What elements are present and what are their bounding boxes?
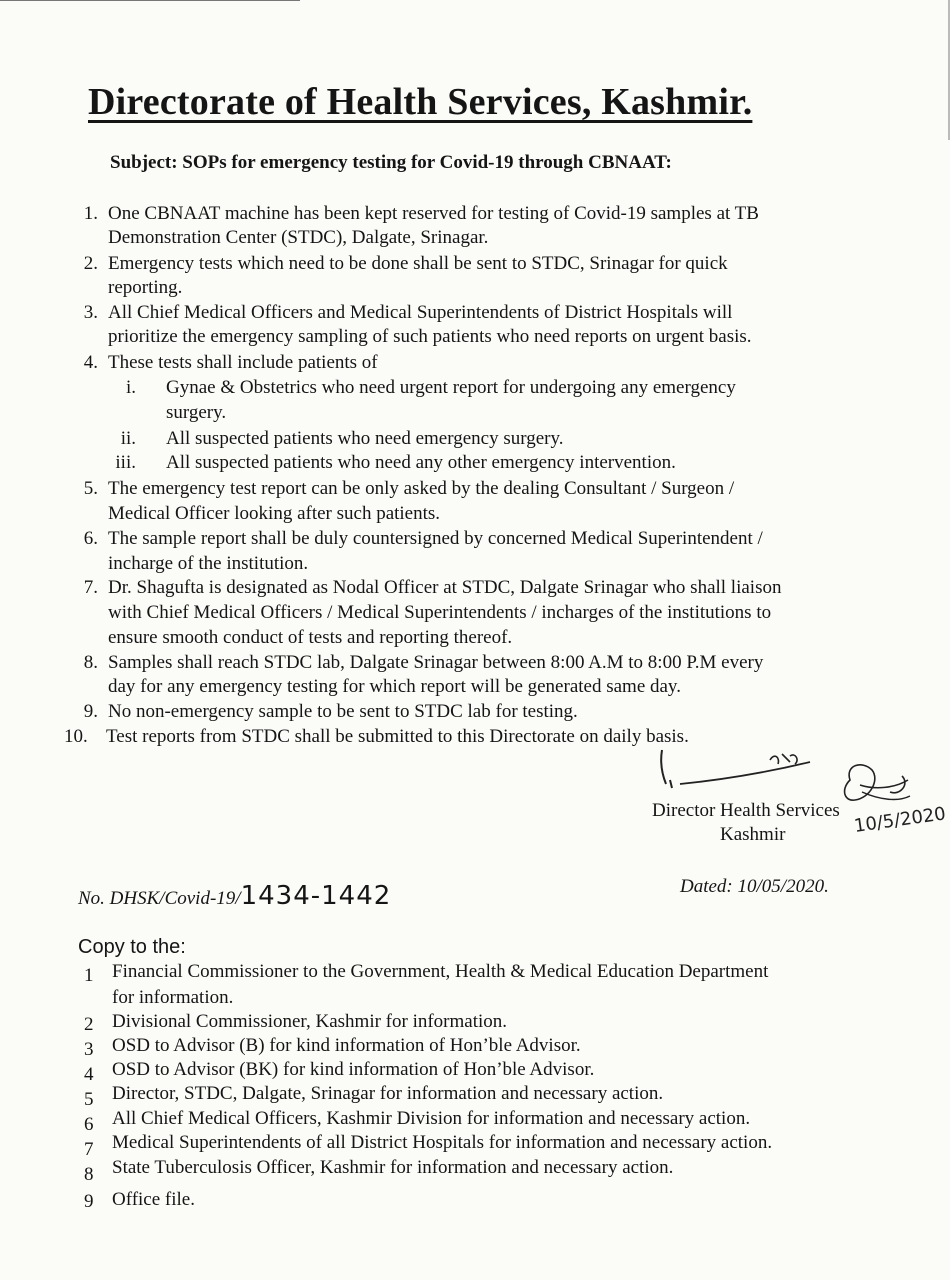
- copy-number: 1: [84, 965, 94, 986]
- subject-line: Subject: SOPs for emergency testing for Covid-19 through CBNAAT:: [110, 152, 672, 173]
- point-line: All Chief Medical Officers and Medical Superintendents of District Hospitals will: [108, 302, 733, 323]
- point-line: Test reports from STDC shall be submitted to this Directorate on daily basis.: [106, 726, 689, 747]
- top-edge-rule: [0, 0, 300, 1]
- point-number: 2.: [83, 253, 98, 274]
- copy-number: 3: [84, 1039, 94, 1060]
- handwritten-signature: [640, 740, 950, 850]
- copy-number: 7: [84, 1139, 94, 1160]
- point-line: ensure smooth conduct of tests and reporting thereof.: [108, 627, 513, 648]
- copy-number: 4: [84, 1064, 94, 1085]
- point-line: Medical Officer looking after such patients.: [108, 503, 441, 524]
- copy-number: 9: [84, 1191, 94, 1212]
- point-line: The emergency test report can be only asked by the dealing Consultant / Surgeon /: [108, 478, 735, 499]
- point-number: 8.: [83, 652, 98, 673]
- point-line: One CBNAAT machine has been kept reserved for testing of Covid-19 samples at TB: [108, 203, 759, 224]
- copy-line: OSD to Advisor (BK) for kind information of Hon’ble Advisor.: [112, 1059, 595, 1080]
- copy-number: 5: [84, 1089, 94, 1110]
- subpoint-line: All suspected patients who need any other emergency intervention.: [166, 452, 676, 473]
- point-line: Demonstration Center (STDC), Dalgate, Srinagar.: [108, 227, 489, 248]
- copy-line: All Chief Medical Officers, Kashmir Division for information and necessary action.: [112, 1108, 751, 1129]
- copy-number: 8: [84, 1164, 94, 1185]
- point-line: day for any emergency testing for which report will be generated same day.: [108, 676, 681, 697]
- copy-number: 2: [84, 1014, 94, 1035]
- point-line: with Chief Medical Officers / Medical Superintendents / incharges of the institutions to: [108, 602, 772, 623]
- reference-handwritten: 1434-1442: [240, 881, 392, 911]
- point-number: 7.: [83, 577, 98, 598]
- copy-number: 6: [84, 1114, 94, 1135]
- copy-line: Divisional Commissioner, Kashmir for information.: [112, 1011, 508, 1032]
- subpoint-line: Gynae & Obstetrics who need urgent report for undergoing any emergency: [166, 377, 736, 398]
- subpoint-number: i.: [125, 377, 136, 398]
- point-number: 9.: [83, 701, 98, 722]
- point-line: The sample report shall be duly countersigned by concerned Medical Superintendent /: [108, 528, 763, 549]
- point-number: 1.: [83, 203, 98, 224]
- handwritten-date: 10/5/2020: [852, 803, 948, 837]
- point-number: 4.: [83, 352, 98, 373]
- point-line: prioritize the emergency sampling of such patients who need reports on urgent basis.: [108, 326, 752, 347]
- point-number: 5.: [83, 478, 98, 499]
- point-line: reporting.: [108, 277, 183, 298]
- point-line: incharge of the institution.: [108, 553, 309, 574]
- copy-line: OSD to Advisor (B) for kind information of Hon’ble Advisor.: [112, 1035, 581, 1056]
- point-line: Dr. Shagufta is designated as Nodal Officer at STDC, Dalgate Srinagar who shall liaison: [108, 577, 782, 598]
- copy-line: for information.: [112, 987, 234, 1008]
- point-line: Emergency tests which need to be done shall be sent to STDC, Srinagar for quick: [108, 253, 728, 274]
- copy-line: State Tuberculosis Officer, Kashmir for information and necessary action.: [112, 1157, 674, 1178]
- document-date: Dated: 10/05/2020.: [680, 876, 829, 897]
- copy-line: Medical Superintendents of all District Hospitals for information and necessary action.: [112, 1132, 773, 1153]
- point-number: 6.: [83, 528, 98, 549]
- subpoint-number: iii.: [115, 452, 136, 473]
- reference-printed: No. DHSK/Covid-19/: [78, 888, 241, 909]
- signatory-place: Kashmir: [720, 824, 786, 845]
- copy-heading: Copy to the:: [78, 936, 186, 958]
- copy-line: Financial Commissioner to the Government, Health & Medical Education Department: [112, 961, 769, 982]
- point-number: 3.: [83, 302, 98, 323]
- subpoint-line: All suspected patients who need emergency surgery.: [166, 428, 564, 449]
- point-line: Samples shall reach STDC lab, Dalgate Srinagar between 8:00 A.M to 8:00 P.M every: [108, 652, 764, 673]
- subpoint-number: ii.: [120, 428, 136, 449]
- subpoint-line: surgery.: [166, 402, 227, 423]
- copy-line: Office file.: [112, 1189, 195, 1210]
- point-number: 10.: [64, 726, 88, 747]
- reference-number: [78, 881, 391, 911]
- signatory-title: Director Health Services: [652, 800, 840, 821]
- copy-line: Director, STDC, Dalgate, Srinagar for information and necessary action.: [112, 1083, 664, 1104]
- point-line: These tests shall include patients of: [108, 352, 378, 373]
- page-title: Directorate of Health Services, Kashmir.: [88, 81, 753, 123]
- point-line: No non-emergency sample to be sent to STDC lab for testing.: [108, 701, 578, 722]
